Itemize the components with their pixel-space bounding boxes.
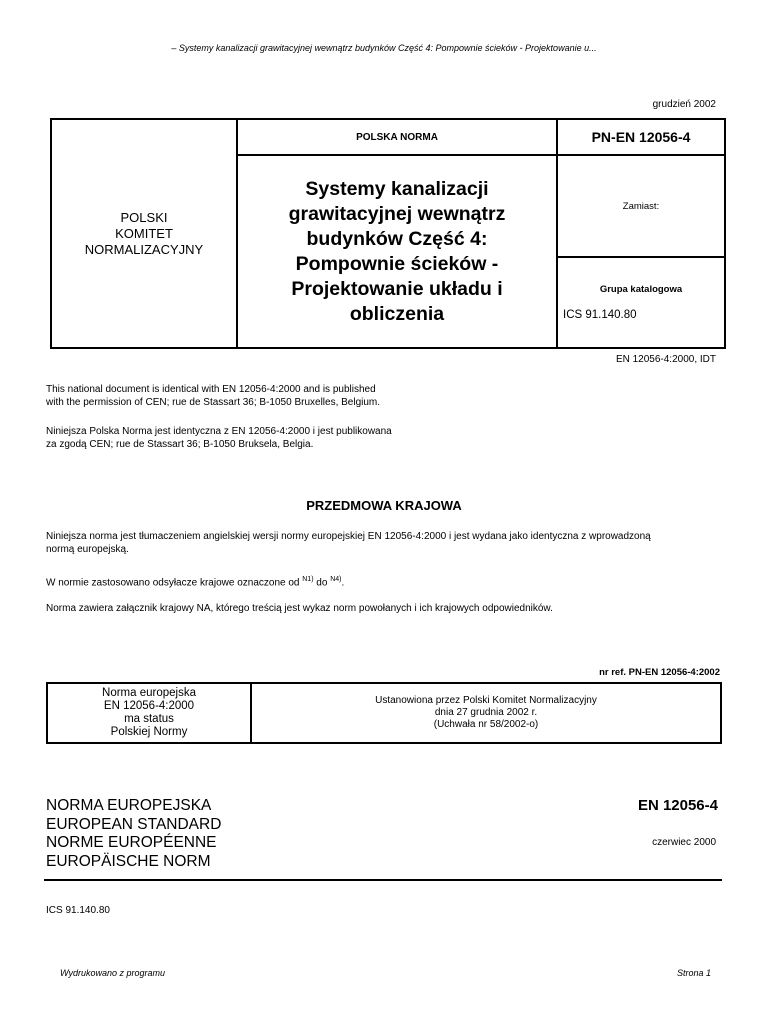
- cover-table: [50, 118, 726, 349]
- committee-name: [51, 119, 237, 348]
- title-line: Systemy kanalizacji: [305, 177, 489, 200]
- foreword-paragraph-1: [46, 530, 726, 556]
- issue-date: grudzień 2002: [652, 99, 716, 110]
- polish-notice: [46, 425, 392, 451]
- status-line: Norma europejska: [102, 687, 196, 699]
- section-heading: PRZEDMOWA KRAJOWA: [306, 498, 462, 513]
- english-notice: [46, 383, 380, 409]
- paragraph-text: W normie zastosowano odsyłacze krajowe oznaczone od: [46, 577, 303, 589]
- standard-title-line: NORME EUROPÉENNE: [46, 834, 217, 851]
- running-header: – Systemy kanalizacji grawitacyjnej wewnątrz budynków Część 4: Pompownie ścieków - Projektowanie u...: [171, 43, 597, 53]
- catalog-group-label: Grupa katalogowa: [599, 284, 683, 295]
- adoption-line: Ustanowiona przez Polski Komitet Normalizacyjny: [375, 695, 597, 706]
- notice-line: This national document is identical with EN 12056-4:2000 and is published: [46, 384, 376, 395]
- status-line: ma status: [124, 713, 174, 725]
- standard-title-line: EUROPÄISCHE NORM: [46, 852, 211, 870]
- status-right-cell: [251, 683, 721, 743]
- identity-note: EN 12056-4:2000, IDT: [615, 354, 716, 365]
- paragraph-text: .: [341, 577, 345, 589]
- polska-norma-label: POLSKA NORMA: [237, 119, 557, 155]
- european-standard-titles: [46, 797, 221, 871]
- committee-line: POLSKI: [120, 209, 168, 225]
- status-left-cell: [47, 683, 251, 743]
- title-line: budynków Część 4:: [306, 227, 488, 250]
- en-standard-date: czerwiec 2000: [652, 837, 716, 848]
- standard-title-line: NORMA EUROPEJSKA: [46, 797, 212, 814]
- title-line: Projektowanie układu i: [291, 277, 503, 300]
- paragraph-line: Niniejsza norma jest tłumaczeniem angielskiej wersji normy europejskiej EN 12056-4:2000 i jest wydana jako identyczna z wprowadzoną: [46, 531, 651, 542]
- ics-code-bottom: ICS 91.140.80: [46, 905, 110, 916]
- notice-line: za zgodą CEN; rue de Stassart 36; B-1050 Bruksela, Belgia.: [46, 439, 314, 450]
- paragraph-line: normą europejską.: [46, 544, 129, 555]
- footnote-marker: N1): [302, 576, 314, 583]
- paragraph-text: do: [313, 577, 331, 589]
- title-line: Pompownie ścieków -: [295, 252, 499, 275]
- standard-number: PN-EN 12056-4: [557, 119, 725, 155]
- status-table: [46, 682, 722, 744]
- page-number: Strona 1: [676, 968, 711, 978]
- title-line: obliczenia: [349, 302, 445, 325]
- notice-line: with the permission of CEN; rue de Stassart 36; B-1050 Bruxelles, Belgium.: [46, 397, 381, 408]
- en-standard-number: EN 12056-4: [637, 797, 718, 814]
- footnote-marker: N4): [330, 576, 342, 583]
- ics-code: ICS 91.140.80: [563, 309, 637, 321]
- adoption-line: dnia 27 grudnia 2002 r.: [434, 707, 538, 718]
- replaces-label: Zamiast:: [557, 155, 725, 257]
- committee-line: NORMALIZACYJNY: [84, 241, 204, 257]
- foreword-paragraph-3: Norma zawiera załącznik krajowy NA, którego treścią jest wykaz norm powołanych i ich krajowych odpowiedników.: [46, 603, 553, 614]
- catalog-group-cell: [557, 257, 725, 348]
- reference-number: nr ref. PN-EN 12056-4:2002: [599, 667, 720, 678]
- status-line: EN 12056-4:2000: [103, 700, 195, 712]
- title-line: grawitacyjnej wewnątrz: [288, 202, 506, 225]
- adoption-line: (Uchwała nr 58/2002-o): [433, 719, 539, 730]
- notice-line: Niniejsza Polska Norma jest identyczna z EN 12056-4:2000 i jest publikowana: [46, 426, 392, 437]
- foreword-paragraph-2: [46, 573, 726, 589]
- status-line: Polskiej Normy: [110, 726, 188, 738]
- footer-left: Wydrukowano z programu: [60, 968, 166, 978]
- standard-title-line: EUROPEAN STANDARD: [46, 815, 222, 833]
- document-title: [237, 155, 557, 348]
- committee-line: KOMITET: [115, 225, 173, 241]
- divider-line: [44, 879, 722, 881]
